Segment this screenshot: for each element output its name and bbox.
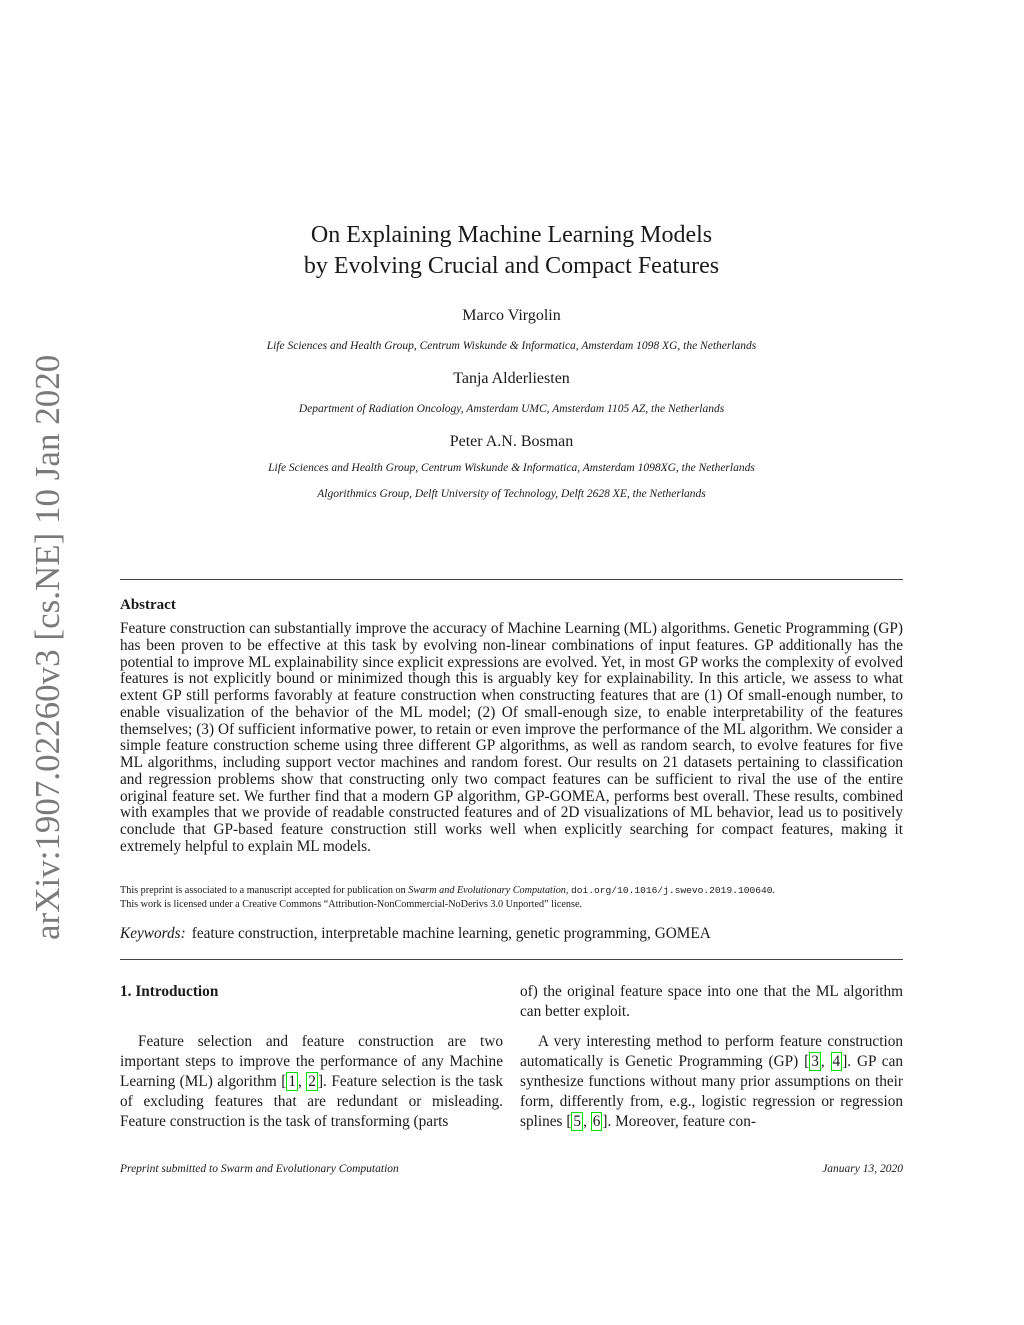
license-note: This work is licensed under a Creative Commons “Attribution-NonCommercial-NoDerivs 3.0 Unported” license. (120, 898, 583, 910)
journal-name: Swarm and Evolutionary Computation (408, 885, 566, 896)
keywords-list: feature construction, interpretable machine learning, genetic programming, GOMEA (191, 925, 711, 942)
abstract-heading: Abstract (120, 597, 176, 613)
author-name: Peter A.N. Bosman (449, 433, 574, 450)
top-rule (120, 579, 903, 580)
citation-link[interactable]: 2 (308, 1073, 316, 1090)
footnotes (120, 884, 903, 911)
author-affiliation: Department of Radiation Oncology, Amsterdam UMC, Amsterdam 1105 AZ, the Netherlands (298, 403, 725, 415)
keywords (120, 925, 711, 943)
section-heading: 1. Introduction (120, 983, 219, 1000)
paper-title (120, 220, 903, 282)
intro-paragraph-1: Feature selection and feature construction are two important steps to improve the performance of any Machine Learning (ML) algorithm [ 1 , 2 ]. Feature selection is the task of excluding features that are redundant or misleading. Feature construction is the task of transforming (parts (120, 1033, 503, 1130)
doi-link[interactable]: doi.org/10.1016/j.swevo.2019.100640 (571, 885, 773, 896)
intro-paragraph-2: A very interesting method to perform feature construction automatically is Genetic Programming (GP) [ 3 , 4 ]. GP can synthesize functions without many prior assumptions on their form, differently from, e.g., logistic regression or regression splines [ 5 , 6 ]. Moreover, feature con- (520, 1033, 904, 1130)
citation-link[interactable]: 3 (811, 1053, 819, 1070)
author-affiliation: Algorithmics Group, Delft University of Technology, Delft 2628 XE, the Netherlands (317, 488, 706, 500)
bottom-rule (120, 959, 903, 960)
citation-link[interactable]: 1 (288, 1073, 296, 1090)
author-name: Tanja Alderliesten (453, 370, 570, 387)
intro-paragraph-cont: of) the original feature space into one that the ML algorithm can better exploit. (520, 983, 903, 1020)
arxiv-stamp: arXiv:1907.02260v3 [cs.NE] 10 Jan 2020 (28, 354, 67, 940)
citation-link[interactable]: 6 (592, 1113, 601, 1130)
author-affiliation: Life Sciences and Health Group, Centrum Wiskunde & Informatica, Amsterdam 1098 XG, the Netherlands (266, 340, 757, 352)
title-line-1: On Explaining Machine Learning Models (310, 222, 713, 248)
right-column (520, 982, 903, 1132)
abstract-text: Feature construction can substantially improve the accuracy of Machine Learning (ML) algorithms. Genetic Programming (GP) has been proven to be effective at this task by evolving non-linear combinations of input features. GP additionally has the potential to improve ML explainability since explicit expressions are evolved. Yet, in most GP works the complexity of evolved features is not explicitly bound or minimized though this is arguably key for explainability. In this article, we assess to what extent GP still performs favorably at feature construction when constructing features that are (1) Of small-enough number, to enable visualization of the behavior of the ML model; (2) Of small-enough size, to enable interpretability of the features themselves; (3) Of sufficient informative power, to retain or even improve the performance of the ML algorithm. We consider a simple feature construction scheme using three different GP algorithms, as well as random search, to evolve features for five ML algorithms, including support vector machines and random forest. Our results on 21 datasets pertaining to classification and regression problems show that constructing only two compact features can be sufficient to rival the use of the entire original feature set. We further find that a modern GP algorithm, GP-GOMEA, performs best overall. These results, combined with examples that we provide of readable constructed features and of 2D visualizations of ML behavior, lead us to positively conclude that GP-based feature construction still works well when explicitly searching for compact features, making it extremely helpful to explain ML models. (120, 620, 903, 855)
citation-link[interactable]: 5 (573, 1113, 582, 1130)
footer-date: January 13, 2020 (822, 1163, 903, 1175)
title-line-2: by Evolving Crucial and Compact Features (303, 253, 720, 279)
keywords-label: Keywords: (120, 925, 186, 942)
citation-link[interactable]: 4 (832, 1053, 841, 1070)
author-affiliation: Life Sciences and Health Group, Centrum Wiskunde & Informatica, Amsterdam 1098XG, the Netherlands (268, 462, 755, 474)
left-column (120, 982, 503, 1132)
author-name: Marco Virgolin (462, 307, 561, 324)
footer-submission: Preprint submitted to Swarm and Evolutionary Computation (120, 1163, 399, 1175)
publication-note: This preprint is associated to a manuscript accepted for publication on Swarm and Evolutionary Computation, doi.org/10.1016/j.swevo.2019.100640. (120, 885, 776, 896)
